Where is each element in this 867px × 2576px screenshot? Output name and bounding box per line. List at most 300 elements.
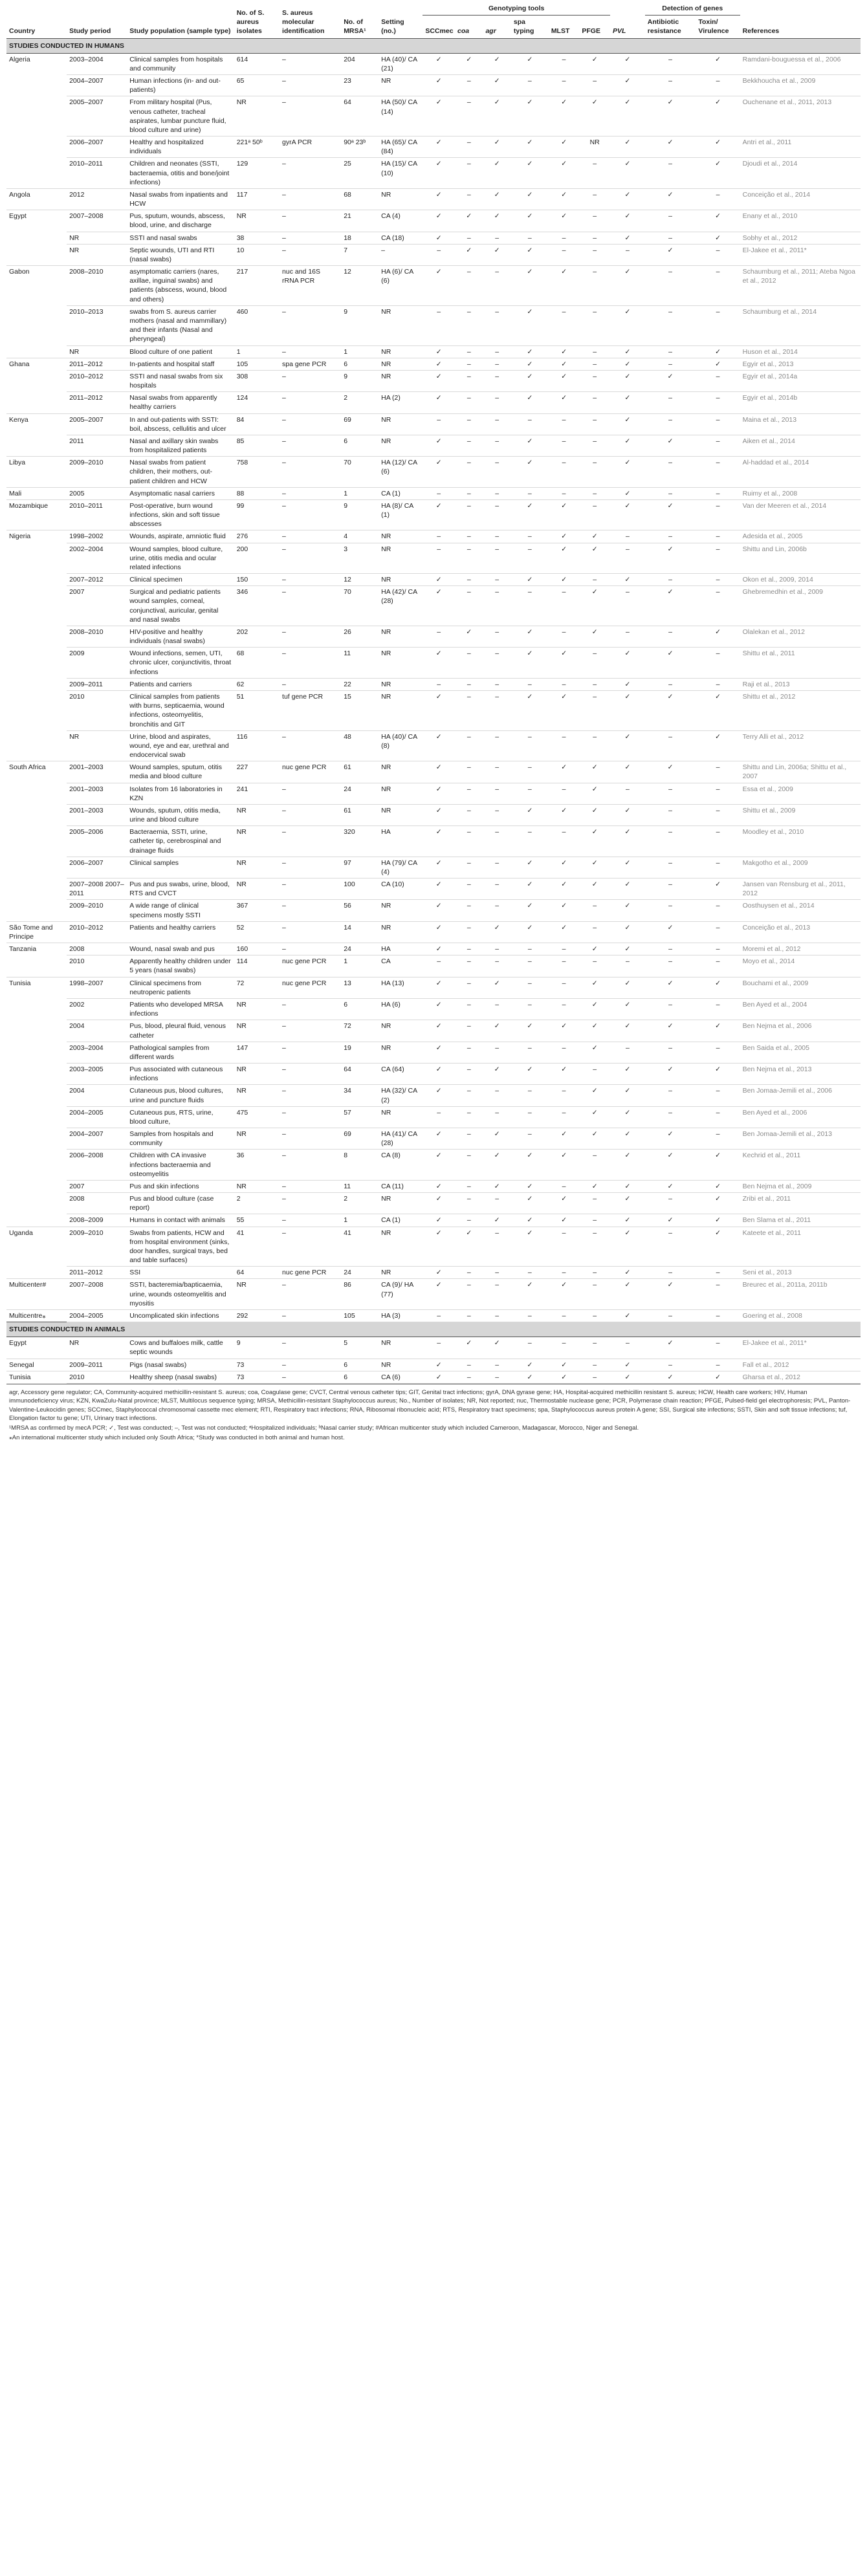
- cell-coa: –: [455, 457, 483, 488]
- cell-sccmec: ✓: [423, 900, 455, 921]
- cell-population: SSTI and nasal swabs: [127, 232, 234, 244]
- cell-coa: –: [455, 1064, 483, 1085]
- cell-mrsa: 97: [341, 857, 379, 878]
- cell-molecular: –: [280, 457, 341, 488]
- cell-population: Clinical samples: [127, 857, 234, 878]
- cell-mlst: –: [549, 678, 580, 690]
- cell-country: [6, 648, 67, 679]
- cell-antibiotic: ✓: [645, 691, 696, 731]
- cell-sccmec: ✓: [423, 210, 455, 232]
- cell-molecular: –: [280, 900, 341, 921]
- cell-isolates: 99: [234, 499, 280, 530]
- cell-toxin: ✓: [696, 53, 740, 74]
- cell-pfge: ✓: [579, 977, 610, 998]
- cell-setting: HA: [379, 943, 423, 955]
- cell-isolates: 73: [234, 1359, 280, 1371]
- table-row: [6, 136, 861, 158]
- cell-toxin: ✓: [696, 358, 740, 370]
- cell-mlst: ✓: [549, 543, 580, 574]
- cell-coa: –: [455, 586, 483, 626]
- cell-mlst: ✓: [549, 879, 580, 900]
- cell-coa: –: [455, 1106, 483, 1128]
- cell-toxin: ✓: [696, 96, 740, 136]
- cell-coa: –: [455, 158, 483, 189]
- cell-period: 2005: [67, 487, 127, 499]
- cell-isolates: NR: [234, 1064, 280, 1085]
- cell-isolates: 52: [234, 921, 280, 943]
- cell-pfge: –: [579, 921, 610, 943]
- cell-mlst: ✓: [549, 358, 580, 370]
- cell-molecular: –: [280, 804, 341, 825]
- cell-toxin: –: [696, 678, 740, 690]
- cell-toxin: –: [696, 244, 740, 265]
- cell-pvl: ✓: [610, 879, 645, 900]
- cell-antibiotic: ✓: [645, 499, 696, 530]
- table-row: [6, 1193, 861, 1214]
- cell-isolates: NR: [234, 210, 280, 232]
- cell-coa: –: [455, 188, 483, 210]
- cell-agr: ✓: [483, 158, 510, 189]
- cell-molecular: nuc gene PCR: [280, 1267, 341, 1279]
- header-isolates: No. of S. aureus isolates: [236, 9, 265, 36]
- cell-isolates: 475: [234, 1106, 280, 1128]
- cell-spa: –: [511, 955, 549, 977]
- cell-country: [6, 730, 67, 761]
- cell-mlst: –: [549, 730, 580, 761]
- cell-period: 2002–2004: [67, 543, 127, 574]
- cell-reference: Egyir et al., 2013: [740, 358, 861, 370]
- cell-toxin: –: [696, 1279, 740, 1310]
- cell-pvl: –: [610, 586, 645, 626]
- table-footnotes: [6, 1384, 861, 1448]
- cell-mlst: ✓: [549, 370, 580, 391]
- cell-coa: –: [455, 1371, 483, 1383]
- cell-period: 2004: [67, 1020, 127, 1042]
- cell-setting: HA (3): [379, 1309, 423, 1322]
- cell-period: 2004–2007: [67, 1128, 127, 1150]
- cell-pfge: –: [579, 158, 610, 189]
- cell-pfge: –: [579, 1064, 610, 1085]
- cell-setting: NR: [379, 435, 423, 456]
- cell-period: 2011–2012: [67, 358, 127, 370]
- cell-period: 2008–2010: [67, 266, 127, 306]
- cell-pfge: –: [579, 75, 610, 96]
- cell-country: [6, 1042, 67, 1063]
- cell-population: asymptomatic carriers (nares, axillae, inguinal swabs) and patients (abscess, wound, blood and others): [127, 266, 234, 306]
- table-row: [6, 826, 861, 857]
- cell-isolates: 200: [234, 543, 280, 574]
- cell-coa: –: [455, 358, 483, 370]
- cell-pvl: ✓: [610, 1227, 645, 1267]
- cell-reference: Ben Slama et al., 2011: [740, 1214, 861, 1227]
- cell-pfge: –: [579, 188, 610, 210]
- cell-isolates: 105: [234, 358, 280, 370]
- cell-molecular: –: [280, 392, 341, 413]
- cell-toxin: ✓: [696, 1020, 740, 1042]
- cell-coa: –: [455, 232, 483, 244]
- cell-population: Urine, blood and aspirates, wound, eye and ear, urethral and endocervical swab: [127, 730, 234, 761]
- cell-mlst: ✓: [549, 136, 580, 158]
- cell-pvl: ✓: [610, 345, 645, 358]
- cell-spa: –: [511, 730, 549, 761]
- cell-isolates: 88: [234, 487, 280, 499]
- cell-agr: –: [483, 457, 510, 488]
- cell-coa: –: [455, 1180, 483, 1192]
- cell-country: [6, 900, 67, 921]
- cell-agr: –: [483, 358, 510, 370]
- cell-pfge: –: [579, 1214, 610, 1227]
- cell-period: 2008–2010: [67, 626, 127, 647]
- cell-coa: –: [455, 413, 483, 435]
- cell-agr: –: [483, 543, 510, 574]
- cell-country: [6, 586, 67, 626]
- cell-sccmec: ✓: [423, 921, 455, 943]
- cell-reference: Schaumburg et al., 2011; Ateba Ngoa et al., 2012: [740, 266, 861, 306]
- cell-spa: ✓: [511, 188, 549, 210]
- cell-coa: –: [455, 900, 483, 921]
- cell-reference: Ben Jomaa-Jemili et al., 2006: [740, 1085, 861, 1106]
- cell-reference: Goering et al., 2008: [740, 1309, 861, 1322]
- cell-country: [6, 1267, 67, 1279]
- cell-reference: Shittu and Lin, 2006a; Shittu et al., 2007: [740, 761, 861, 783]
- cell-setting: HA (12)/ CA (6): [379, 457, 423, 488]
- cell-mrsa: 57: [341, 1106, 379, 1128]
- cell-population: SSI: [127, 1267, 234, 1279]
- cell-mrsa: 105: [341, 1309, 379, 1322]
- header-mlst: MLST: [549, 16, 580, 38]
- cell-molecular: –: [280, 370, 341, 391]
- cell-sccmec: ✓: [423, 457, 455, 488]
- cell-country: [6, 1106, 67, 1128]
- cell-toxin: –: [696, 761, 740, 783]
- cell-population: Clinical specimen: [127, 574, 234, 586]
- cell-coa: –: [455, 435, 483, 456]
- cell-period: 2002: [67, 998, 127, 1020]
- cell-period: 2007: [67, 586, 127, 626]
- cell-agr: ✓: [483, 210, 510, 232]
- cell-pvl: ✓: [610, 1128, 645, 1150]
- cell-sccmec: ✓: [423, 1193, 455, 1214]
- header-detection: Detection of genes: [645, 0, 740, 16]
- cell-mlst: ✓: [549, 857, 580, 878]
- cell-setting: NR: [379, 1337, 423, 1359]
- cell-agr: –: [483, 955, 510, 977]
- cell-mlst: ✓: [549, 210, 580, 232]
- header-references: References: [742, 27, 780, 36]
- cell-pvl: ✓: [610, 392, 645, 413]
- cell-country: Egypt: [6, 1337, 67, 1359]
- cell-molecular: –: [280, 345, 341, 358]
- cell-country: [6, 998, 67, 1020]
- cell-pvl: –: [610, 1042, 645, 1063]
- cell-pfge: –: [579, 648, 610, 679]
- header-agr: agr: [483, 16, 510, 38]
- cell-setting: CA (1): [379, 487, 423, 499]
- table-row: [6, 998, 861, 1020]
- cell-reference: Gharsa et al., 2012: [740, 1371, 861, 1383]
- table-row: [6, 244, 861, 265]
- cell-isolates: 217: [234, 266, 280, 306]
- cell-pfge: –: [579, 413, 610, 435]
- cell-reference: Jansen van Rensburg et al., 2011, 2012: [740, 879, 861, 900]
- cell-setting: CA (1): [379, 1214, 423, 1227]
- cell-coa: –: [455, 305, 483, 345]
- cell-coa: –: [455, 96, 483, 136]
- cell-sccmec: ✓: [423, 188, 455, 210]
- cell-period: 2006–2007: [67, 857, 127, 878]
- cell-pvl: ✓: [610, 574, 645, 586]
- cell-agr: –: [483, 266, 510, 306]
- cell-period: 2003–2004: [67, 1042, 127, 1063]
- cell-country: [6, 1085, 67, 1106]
- cell-country: [6, 244, 67, 265]
- cell-antibiotic: –: [645, 1227, 696, 1267]
- cell-spa: ✓: [511, 158, 549, 189]
- cell-mrsa: 320: [341, 826, 379, 857]
- cell-agr: –: [483, 487, 510, 499]
- cell-sccmec: ✓: [423, 1128, 455, 1150]
- cell-reference: Essa et al., 2009: [740, 783, 861, 804]
- cell-pvl: ✓: [610, 1020, 645, 1042]
- cell-molecular: –: [280, 53, 341, 74]
- cell-isolates: 308: [234, 370, 280, 391]
- cell-pfge: ✓: [579, 943, 610, 955]
- cell-population: SSTI, bacteremia/bapticaemia, urine, wounds osteomyelitis and myositis: [127, 1279, 234, 1310]
- cell-mlst: ✓: [549, 1150, 580, 1181]
- cell-pvl: ✓: [610, 921, 645, 943]
- cell-period: 2005–2007: [67, 96, 127, 136]
- cell-spa: –: [511, 1128, 549, 1150]
- cell-antibiotic: ✓: [645, 1279, 696, 1310]
- cell-isolates: NR: [234, 1279, 280, 1310]
- cell-toxin: –: [696, 857, 740, 878]
- cell-mrsa: 11: [341, 1180, 379, 1192]
- cell-coa: –: [455, 1085, 483, 1106]
- cell-sccmec: –: [423, 1337, 455, 1359]
- cell-coa: –: [455, 75, 483, 96]
- cell-setting: NR: [379, 188, 423, 210]
- cell-isolates: NR: [234, 857, 280, 878]
- cell-antibiotic: –: [645, 392, 696, 413]
- cell-mrsa: 64: [341, 1064, 379, 1085]
- cell-toxin: –: [696, 1359, 740, 1371]
- cell-pfge: –: [579, 730, 610, 761]
- cell-mlst: –: [549, 955, 580, 977]
- cell-mrsa: 4: [341, 530, 379, 543]
- cell-sccmec: ✓: [423, 783, 455, 804]
- cell-country: [6, 345, 67, 358]
- cell-sccmec: ✓: [423, 648, 455, 679]
- cell-reference: Olalekan et al., 2012: [740, 626, 861, 647]
- cell-period: 2004–2005: [67, 1106, 127, 1128]
- cell-mrsa: 7: [341, 244, 379, 265]
- cell-isolates: 36: [234, 1150, 280, 1181]
- cell-population: Pus and pus swabs, urine, blood, RTS and CVCT: [127, 879, 234, 900]
- cell-spa: –: [511, 826, 549, 857]
- cell-country: [6, 678, 67, 690]
- cell-spa: –: [511, 1337, 549, 1359]
- cell-pfge: –: [579, 358, 610, 370]
- cell-isolates: NR: [234, 826, 280, 857]
- cell-isolates: 292: [234, 1309, 280, 1322]
- cell-toxin: –: [696, 998, 740, 1020]
- cell-population: HIV-positive and healthy individuals (nasal swabs): [127, 626, 234, 647]
- cell-setting: NR: [379, 75, 423, 96]
- cell-toxin: –: [696, 1309, 740, 1322]
- cell-period: 2004–2007: [67, 75, 127, 96]
- cell-setting: HA (40)/ CA (21): [379, 53, 423, 74]
- cell-setting: NR: [379, 691, 423, 731]
- cell-population: Cutaneous pus, RTS, urine, blood culture,: [127, 1106, 234, 1128]
- cell-reference: Zribi et al., 2011: [740, 1193, 861, 1214]
- cell-reference: El-Jakee et al., 2011*: [740, 1337, 861, 1359]
- cell-toxin: ✓: [696, 730, 740, 761]
- cell-coa: –: [455, 1267, 483, 1279]
- cell-reference: Ben Ayed et al., 2004: [740, 998, 861, 1020]
- cell-country: [6, 435, 67, 456]
- cell-mrsa: 9: [341, 499, 379, 530]
- cell-sccmec: ✓: [423, 75, 455, 96]
- cell-pfge: ✓: [579, 1042, 610, 1063]
- cell-spa: ✓: [511, 1180, 549, 1192]
- cell-sccmec: ✓: [423, 96, 455, 136]
- cell-agr: –: [483, 879, 510, 900]
- cell-antibiotic: –: [645, 826, 696, 857]
- cell-spa: –: [511, 543, 549, 574]
- cell-pvl: ✓: [610, 136, 645, 158]
- cell-isolates: NR: [234, 1180, 280, 1192]
- cell-antibiotic: –: [645, 857, 696, 878]
- table-row: [6, 921, 861, 943]
- cell-reference: Antri et al., 2011: [740, 136, 861, 158]
- cell-mlst: –: [549, 977, 580, 998]
- header-pfge: PFGE: [579, 16, 610, 38]
- cell-molecular: –: [280, 1193, 341, 1214]
- cell-country: [6, 75, 67, 96]
- cell-sccmec: ✓: [423, 998, 455, 1020]
- cell-isolates: NR: [234, 804, 280, 825]
- cell-antibiotic: –: [645, 730, 696, 761]
- cell-reference: Ben Saida et al., 2005: [740, 1042, 861, 1063]
- cell-mrsa: 15: [341, 691, 379, 731]
- cell-sccmec: ✓: [423, 1279, 455, 1310]
- cell-spa: ✓: [511, 921, 549, 943]
- cell-spa: ✓: [511, 1371, 549, 1383]
- table-row: [6, 691, 861, 731]
- cell-coa: –: [455, 783, 483, 804]
- table-row: [6, 345, 861, 358]
- cell-pfge: ✓: [579, 998, 610, 1020]
- table-row: [6, 1279, 861, 1310]
- cell-reference: Shittu et al., 2012: [740, 691, 861, 731]
- cell-toxin: ✓: [696, 1064, 740, 1085]
- cell-pfge: –: [579, 232, 610, 244]
- cell-molecular: –: [280, 1371, 341, 1383]
- cell-spa: –: [511, 530, 549, 543]
- cell-agr: ✓: [483, 1180, 510, 1192]
- cell-pfge: ✓: [579, 96, 610, 136]
- cell-coa: –: [455, 345, 483, 358]
- cell-antibiotic: –: [645, 457, 696, 488]
- table-body: [6, 38, 861, 1383]
- cell-mlst: ✓: [549, 761, 580, 783]
- cell-setting: NR: [379, 1267, 423, 1279]
- cell-isolates: 116: [234, 730, 280, 761]
- cell-molecular: –: [280, 1042, 341, 1063]
- cell-pvl: ✓: [610, 499, 645, 530]
- cell-mrsa: 70: [341, 586, 379, 626]
- cell-population: Blood culture of one patient: [127, 345, 234, 358]
- cell-coa: –: [455, 804, 483, 825]
- cell-pfge: ✓: [579, 1128, 610, 1150]
- cell-mrsa: 13: [341, 977, 379, 998]
- cell-country: [6, 543, 67, 574]
- cell-period: 2010: [67, 691, 127, 731]
- cell-population: Pigs (nasal swabs): [127, 1359, 234, 1371]
- cell-antibiotic: ✓: [645, 761, 696, 783]
- cell-toxin: ✓: [696, 1180, 740, 1192]
- cell-spa: ✓: [511, 1064, 549, 1085]
- cell-spa: –: [511, 1309, 549, 1322]
- cell-pvl: ✓: [610, 1279, 645, 1310]
- cell-toxin: –: [696, 1085, 740, 1106]
- cell-sccmec: –: [423, 244, 455, 265]
- cell-molecular: –: [280, 826, 341, 857]
- cell-population: Children with CA invasive infections bacteraemia and osteomyelitis: [127, 1150, 234, 1181]
- cell-molecular: –: [280, 1064, 341, 1085]
- cell-molecular: –: [280, 96, 341, 136]
- cell-mrsa: 24: [341, 783, 379, 804]
- table-row: [6, 977, 861, 998]
- cell-mlst: ✓: [549, 804, 580, 825]
- cell-toxin: ✓: [696, 345, 740, 358]
- cell-population: Samples from hospitals and community: [127, 1128, 234, 1150]
- cell-sccmec: –: [423, 1309, 455, 1322]
- cell-pvl: ✓: [610, 1214, 645, 1227]
- cell-setting: NR: [379, 1020, 423, 1042]
- cell-antibiotic: ✓: [645, 1371, 696, 1383]
- cell-agr: –: [483, 435, 510, 456]
- cell-reference: Raji et al., 2013: [740, 678, 861, 690]
- cell-setting: CA (18): [379, 232, 423, 244]
- cell-population: Pathological samples from different wards: [127, 1042, 234, 1063]
- cell-isolates: 73: [234, 1371, 280, 1383]
- cell-mrsa: 34: [341, 1085, 379, 1106]
- cell-country: Algeria: [6, 53, 67, 74]
- cell-isolates: 41: [234, 1227, 280, 1267]
- cell-pfge: –: [579, 1193, 610, 1214]
- cell-population: Healthy sheep (nasal swabs): [127, 1371, 234, 1383]
- cell-molecular: –: [280, 626, 341, 647]
- cell-isolates: 346: [234, 586, 280, 626]
- table-row: [6, 730, 861, 761]
- cell-agr: –: [483, 370, 510, 391]
- cell-molecular: –: [280, 857, 341, 878]
- mrsa-studies-table: [6, 0, 861, 1384]
- cell-period: NR: [67, 232, 127, 244]
- cell-setting: NR: [379, 900, 423, 921]
- cell-pfge: –: [579, 370, 610, 391]
- cell-reference: Ruimy et al., 2008: [740, 487, 861, 499]
- cell-spa: ✓: [511, 210, 549, 232]
- cell-antibiotic: ✓: [645, 1214, 696, 1227]
- cell-molecular: –: [280, 1128, 341, 1150]
- cell-mlst: ✓: [549, 266, 580, 306]
- cell-spa: ✓: [511, 370, 549, 391]
- cell-mrsa: 68: [341, 188, 379, 210]
- cell-population: Pus and skin infections: [127, 1180, 234, 1192]
- cell-molecular: –: [280, 574, 341, 586]
